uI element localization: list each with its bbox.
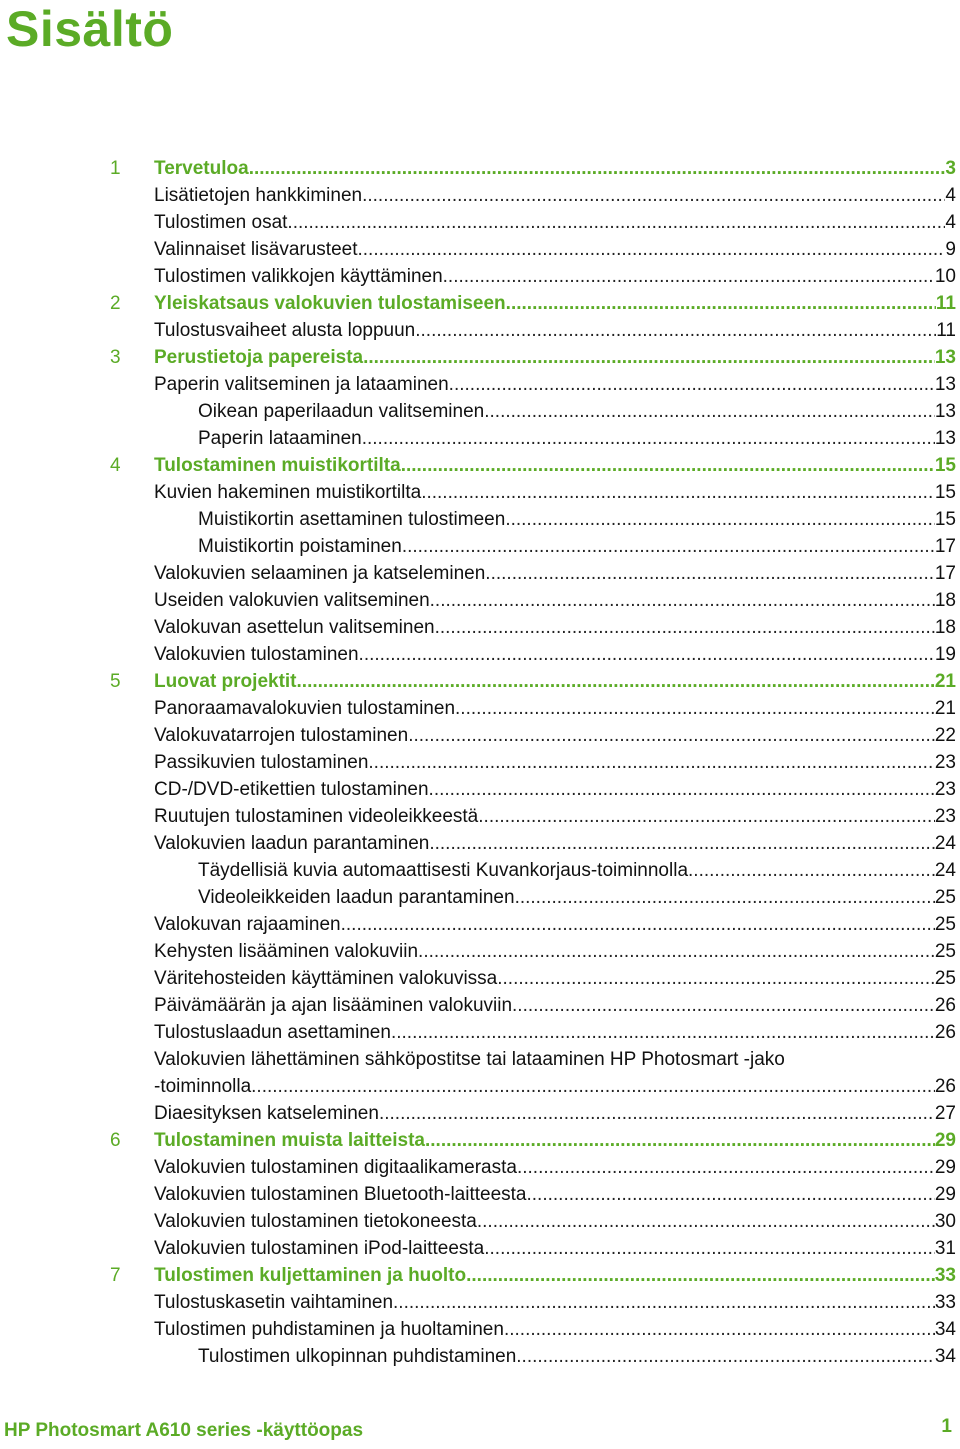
toc-entry-body: [154, 1289, 956, 1316]
dot-leader: [401, 452, 935, 479]
toc-entry[interactable]: [0, 1073, 960, 1100]
toc-chapter[interactable]: [0, 1127, 960, 1154]
dot-leader: [297, 668, 935, 695]
toc-page-number: 15: [934, 482, 956, 503]
dot-leader: [429, 830, 935, 857]
toc-entry-body: [154, 1127, 956, 1154]
toc-page-number: 15: [934, 455, 956, 476]
toc-chapter[interactable]: [0, 344, 960, 371]
dot-leader: [485, 560, 935, 587]
toc-entry[interactable]: [0, 425, 960, 452]
dot-leader: [379, 1100, 935, 1127]
toc-entry[interactable]: [0, 209, 960, 236]
toc-page-number: 17: [934, 536, 956, 557]
toc-entry-title: Perustietoja papereista: [154, 347, 364, 368]
toc-entry[interactable]: [0, 317, 960, 344]
toc-entry-title: Tervetuloa: [154, 158, 249, 179]
toc-entry[interactable]: [0, 1154, 960, 1181]
toc-entry-body: [154, 1181, 956, 1208]
chapter-number: 4: [110, 455, 121, 476]
toc-entry[interactable]: [0, 884, 960, 911]
toc-entry-body: [154, 1316, 956, 1343]
toc-entry-body: [154, 614, 956, 641]
toc-entry[interactable]: [0, 236, 960, 263]
toc-entry-title: Tulostimen puhdistaminen ja huoltaminen: [154, 1319, 504, 1340]
toc-entry-body: [154, 182, 956, 209]
toc-entry[interactable]: [0, 263, 960, 290]
dot-leader: [402, 533, 935, 560]
dot-leader: [515, 884, 935, 911]
dot-leader: [516, 1343, 935, 1370]
dot-leader: [527, 1181, 935, 1208]
dot-leader: [368, 749, 934, 776]
toc-page-number: 25: [934, 968, 956, 989]
toc-entry-title: Valokuvien laadun parantaminen: [154, 833, 430, 854]
toc-entry-title: Paperin lataaminen: [198, 428, 362, 449]
dot-leader: [425, 1127, 935, 1154]
toc-entry-body: [198, 425, 956, 452]
toc-entry[interactable]: [0, 722, 960, 749]
toc-page-number: 13: [934, 347, 956, 368]
dot-leader: [497, 965, 935, 992]
toc-entry[interactable]: [0, 614, 960, 641]
dot-leader: [484, 398, 935, 425]
toc-entry-body: [154, 155, 956, 182]
toc-entry[interactable]: [0, 1019, 960, 1046]
toc-entry-title: Valokuvien selaaminen ja katseleminen: [154, 563, 486, 584]
toc-entry-title: Tulostusvaiheet alusta loppuun: [154, 320, 416, 341]
toc-entry[interactable]: [0, 1289, 960, 1316]
toc-entry-title: Valokuvan asettelun valitseminen: [154, 617, 435, 638]
toc-entry-title: Tulostimen valikkojen käyttäminen: [154, 266, 443, 287]
toc-entry-body: [154, 587, 956, 614]
toc-page-number: 15: [934, 509, 956, 530]
toc-entry-body: [198, 857, 956, 884]
toc-page-number: 26: [934, 995, 956, 1016]
chapter-number: 5: [110, 671, 121, 692]
chapter-number: 7: [110, 1265, 121, 1286]
toc-chapter[interactable]: [0, 668, 960, 695]
toc-page-number: 4: [945, 185, 956, 206]
toc-entry-body: [154, 1073, 956, 1100]
toc-page-number: 33: [934, 1265, 956, 1286]
dot-leader: [688, 857, 935, 884]
toc-entry-body: [154, 722, 956, 749]
dot-leader: [477, 1208, 935, 1235]
dot-leader: [393, 1289, 935, 1316]
toc-entry-body: [154, 668, 956, 695]
toc-entry-body: [154, 992, 956, 1019]
dot-leader: [512, 992, 935, 1019]
toc-entry-title: Tulostimen osat: [154, 212, 288, 233]
toc-entry[interactable]: [0, 1100, 960, 1127]
dot-leader: [391, 1019, 935, 1046]
toc-entry-body: [154, 1100, 956, 1127]
toc-entry-title: Valokuvien tulostaminen Bluetooth-laitteesta: [154, 1184, 527, 1205]
toc-page-number: 29: [934, 1157, 956, 1178]
toc-entry-title: Valinnaiset lisävarusteet: [154, 239, 358, 260]
dot-leader: [505, 506, 935, 533]
toc-entry-body: [154, 695, 956, 722]
toc-entry[interactable]: [0, 1343, 960, 1370]
toc-page-number: 25: [934, 914, 956, 935]
toc-entry-title: Videoleikkeiden laadun parantaminen: [198, 887, 515, 908]
toc-page-number: 24: [934, 860, 956, 881]
toc-entry-body: [154, 830, 956, 857]
toc-page-number: 11: [936, 320, 956, 341]
toc-entry-body: [198, 533, 956, 560]
toc-page-number: 18: [934, 590, 956, 611]
toc-entry-title: Lisätietojen hankkiminen: [154, 185, 363, 206]
toc-page-number: 19: [934, 644, 956, 665]
toc-page-number: 18: [934, 617, 956, 638]
toc-entry[interactable]: [0, 857, 960, 884]
chapter-number: 6: [110, 1130, 121, 1151]
toc-entry[interactable]: [0, 533, 960, 560]
dot-leader: [421, 479, 935, 506]
toc-entry-title: Valokuvatarrojen tulostaminen: [154, 725, 409, 746]
dot-leader: [359, 641, 935, 668]
toc-entry-title: Oikean paperilaadun valitseminen: [198, 401, 485, 422]
toc-page-number: 27: [934, 1103, 956, 1124]
toc-entry-title: Tulostuskasetin vaihtaminen: [154, 1292, 394, 1313]
toc-page-number: 21: [934, 698, 956, 719]
toc-entry[interactable]: [0, 587, 960, 614]
dot-leader: [443, 263, 935, 290]
chapter-number: 3: [110, 347, 121, 368]
dot-leader: [415, 317, 936, 344]
toc-page-number: 3: [945, 158, 956, 179]
dot-leader: [341, 911, 935, 938]
toc-page-number: 13: [934, 428, 956, 449]
toc-entry-body: [154, 1208, 956, 1235]
toc-entry-body: [154, 1154, 956, 1181]
footer-title: HP Photosmart A610 series -käyttöopas: [4, 1420, 364, 1441]
dot-leader: [484, 1235, 935, 1262]
toc-entry-body: [154, 479, 956, 506]
toc-entry[interactable]: [0, 992, 960, 1019]
toc-entry[interactable]: [0, 1316, 960, 1343]
toc-entry-title: Tulostimen kuljettaminen ja huolto: [154, 1265, 467, 1286]
toc-entry[interactable]: [0, 398, 960, 425]
toc-entry-body: [154, 560, 956, 587]
toc-entry[interactable]: [0, 965, 960, 992]
dot-leader: [478, 803, 935, 830]
toc-entry-body: [154, 317, 956, 344]
toc-entry[interactable]: [0, 695, 960, 722]
toc-entry-body: [154, 452, 956, 479]
toc-page-number: 25: [934, 941, 956, 962]
table-of-contents: [0, 155, 960, 1370]
toc-entry-title: Valokuvien tulostaminen digitaalikamerasta: [154, 1157, 517, 1178]
toc-page-number: 33: [934, 1292, 956, 1313]
toc-entry-title: Tulostuslaadun asettaminen: [154, 1022, 391, 1043]
toc-entry-body: [154, 263, 956, 290]
toc-entry-title: Päivämäärän ja ajan lisääminen valokuviin: [154, 995, 513, 1016]
toc-entry-title: Valokuvan rajaaminen: [154, 914, 341, 935]
toc-page-number: 9: [945, 239, 956, 260]
toc-page-number: 10: [934, 266, 956, 287]
toc-entry-title: Tulostaminen muista laitteista: [154, 1130, 425, 1151]
chapter-number: 2: [110, 293, 121, 314]
toc-entry-title: Tulostaminen muistikortilta: [154, 455, 401, 476]
toc-chapter[interactable]: [0, 452, 960, 479]
toc-entry-body: [154, 803, 956, 830]
toc-page-number: 34: [934, 1319, 956, 1340]
toc-entry-body: [198, 506, 956, 533]
toc-entry-title: Tulostimen ulkopinnan puhdistaminen: [198, 1346, 517, 1367]
toc-page-number: 17: [934, 563, 956, 584]
dot-leader: [357, 236, 945, 263]
toc-page-number: 13: [934, 401, 956, 422]
toc-entry-title: Luovat projektit: [154, 671, 297, 692]
toc-entry-body: [154, 371, 956, 398]
dot-leader: [418, 938, 935, 965]
dot-leader: [466, 1262, 935, 1289]
toc-entry-body: [154, 344, 956, 371]
toc-entry-body: [154, 209, 956, 236]
toc-entry-title: Väritehosteiden käyttäminen valokuvissa: [154, 968, 498, 989]
toc-entry-body: [154, 938, 956, 965]
toc-entry[interactable]: [0, 479, 960, 506]
dot-leader: [363, 344, 935, 371]
toc-entry-body: [198, 398, 956, 425]
toc-page-number: 23: [934, 806, 956, 827]
toc-entry-line: [0, 1046, 960, 1073]
dot-leader: [249, 155, 946, 182]
toc-page-number: 22: [934, 725, 956, 746]
toc-entry[interactable]: [0, 803, 960, 830]
dot-leader: [430, 587, 935, 614]
toc-page-number: 30: [934, 1211, 956, 1232]
toc-entry-body: [154, 911, 956, 938]
toc-entry-body: [198, 884, 956, 911]
toc-entry-title: Muistikortin poistaminen: [198, 536, 402, 557]
toc-page-number: 25: [934, 887, 956, 908]
toc-page-number: 24: [934, 833, 956, 854]
dot-leader: [449, 371, 935, 398]
toc-entry[interactable]: [0, 1235, 960, 1262]
toc-entry-body: [154, 1235, 956, 1262]
toc-entry-body: [154, 1262, 956, 1289]
toc-entry-title: Kuvien hakeminen muistikortilta: [154, 482, 422, 503]
toc-page-number: 29: [934, 1130, 956, 1151]
toc-entry-body: [154, 641, 956, 668]
dot-leader: [251, 1073, 935, 1100]
toc-entry-title: CD-/DVD-etikettien tulostaminen: [154, 779, 429, 800]
toc-entry-body: [154, 749, 956, 776]
toc-entry[interactable]: [0, 641, 960, 668]
toc-page-number: 13: [934, 374, 956, 395]
toc-entry[interactable]: [0, 1208, 960, 1235]
toc-entry-body: [154, 236, 956, 263]
toc-entry[interactable]: [0, 776, 960, 803]
toc-entry[interactable]: [0, 560, 960, 587]
toc-entry-body: [154, 965, 956, 992]
toc-entry-title: Valokuvien tulostaminen iPod-laitteesta: [154, 1238, 485, 1259]
toc-entry-title: Useiden valokuvien valitseminen: [154, 590, 430, 611]
dot-leader: [362, 182, 945, 209]
dot-leader: [504, 1316, 935, 1343]
toc-entry-title: Muistikortin asettaminen tulostimeen: [198, 509, 506, 530]
toc-chapter[interactable]: [0, 155, 960, 182]
toc-entry[interactable]: [0, 938, 960, 965]
page-title: Sisältö: [6, 1, 174, 57]
dot-leader: [455, 695, 935, 722]
dot-leader: [429, 776, 935, 803]
dot-leader: [362, 425, 935, 452]
toc-entry-body: [154, 1019, 956, 1046]
toc-entry[interactable]: [0, 182, 960, 209]
toc-entry-title: -toiminnolla: [154, 1076, 252, 1097]
toc-page-number: 23: [934, 779, 956, 800]
toc-entry-title: Ruutujen tulostaminen videoleikkeestä: [154, 806, 479, 827]
dot-leader: [287, 209, 945, 236]
dot-leader: [435, 614, 935, 641]
toc-page-number: 23: [934, 752, 956, 773]
toc-entry-title: Yleiskatsaus valokuvien tulostamiseen: [154, 293, 506, 314]
toc-entry[interactable]: [0, 1181, 960, 1208]
toc-entry-title: Kehysten lisääminen valokuviin: [154, 941, 419, 962]
toc-entry-title: Valokuvien tulostaminen: [154, 644, 359, 665]
toc-entry-title: Täydellisiä kuvia automaattisesti Kuvankorjaus-toiminnolla: [198, 860, 689, 881]
dot-leader: [408, 722, 935, 749]
toc-page-number: 31: [934, 1238, 956, 1259]
toc-chapter[interactable]: [0, 1262, 960, 1289]
toc-page-number: 11: [935, 293, 956, 314]
toc-page-number: 29: [934, 1184, 956, 1205]
page-number: 1: [941, 1416, 952, 1437]
dot-leader: [506, 290, 936, 317]
toc-entry-title: Passikuvien tulostaminen: [154, 752, 369, 773]
toc-entry[interactable]: [0, 911, 960, 938]
toc-entry-title: Paperin valitseminen ja lataaminen: [154, 374, 449, 395]
toc-entry[interactable]: [0, 506, 960, 533]
toc-entry[interactable]: [0, 749, 960, 776]
toc-entry-body: [154, 776, 956, 803]
toc-entry[interactable]: [0, 830, 960, 857]
toc-entry-title: Diaesityksen katseleminen: [154, 1103, 379, 1124]
toc-entry-title: Valokuvien tulostaminen tietokoneesta: [154, 1211, 477, 1232]
toc-page-number: 21: [934, 671, 956, 692]
toc-entry-body: [198, 1343, 956, 1370]
toc-page-number: 26: [934, 1022, 956, 1043]
dot-leader: [517, 1154, 935, 1181]
toc-page-number: 26: [934, 1076, 956, 1097]
toc-entry-title: Valokuvien lähettäminen sähköpostitse tai lataaminen HP Photosmart -jako: [154, 1049, 785, 1070]
toc-chapter[interactable]: [0, 290, 960, 317]
toc-entry-body: [154, 290, 956, 317]
toc-entry-title: Panoraamavalokuvien tulostaminen: [154, 698, 456, 719]
toc-page-number: 34: [934, 1346, 956, 1367]
chapter-number: 1: [110, 158, 121, 179]
toc-page-number: 4: [945, 212, 956, 233]
toc-entry[interactable]: [0, 371, 960, 398]
